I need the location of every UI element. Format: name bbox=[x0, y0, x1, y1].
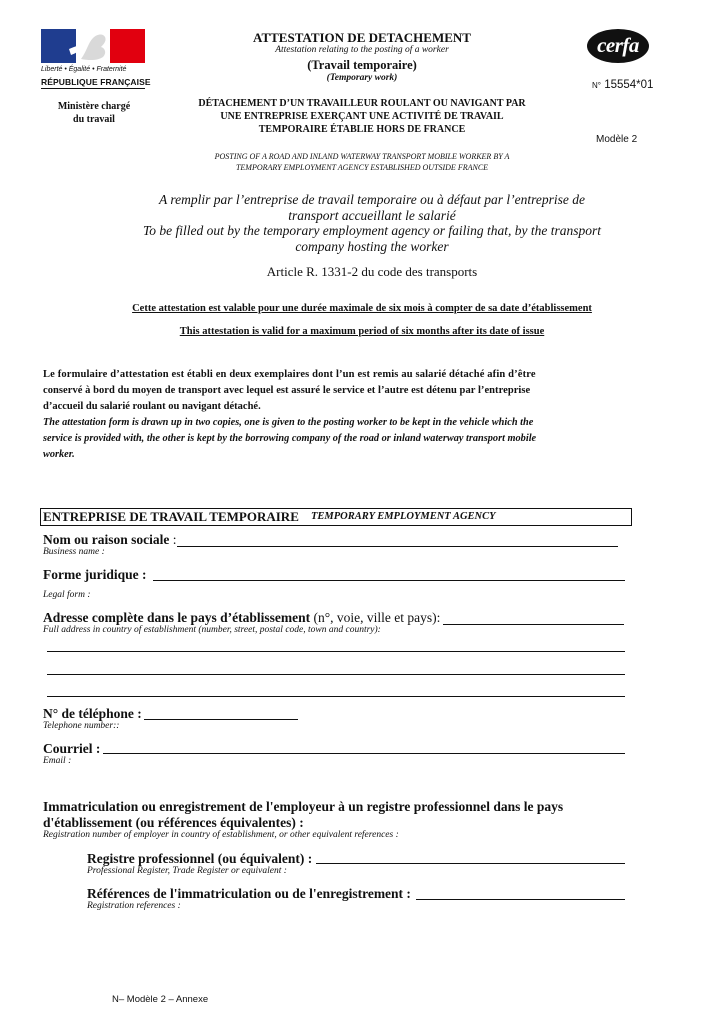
marianne-logo bbox=[41, 29, 151, 89]
phone-input[interactable] bbox=[144, 719, 298, 720]
address-en: Full address in country of establishment (number, street, postal code, town and country): bbox=[43, 625, 381, 635]
notice-fr-line1: Le formulaire d’attestation est établi en deux exemplaires dont l’un est remis au salarié détaché afin d’être bbox=[43, 369, 536, 380]
cerfa-logo bbox=[587, 29, 649, 63]
section-header bbox=[40, 508, 632, 526]
address-label-text: Adresse complète dans le pays d’établissement bbox=[43, 610, 311, 625]
notice-fr-line2: conservé à bord du moyen de transport avec lequel est assuré le service et l’autre est détenu par l’entreprise bbox=[43, 385, 531, 396]
register-en: Professional Register, Trade Register or equivalent : bbox=[87, 866, 287, 876]
validity-fr: Cette attestation est valable pour une durée maximale de six mois à compter de sa date d’établissement bbox=[132, 303, 592, 314]
ministry-line1: Ministère chargé bbox=[57, 101, 131, 112]
registration-en: Registration number of employer in country of establishment, or other equivalent references : bbox=[43, 830, 399, 840]
instruction-fr-line1: A remplir par l’entreprise de travail temporaire ou à défaut par l’entreprise de bbox=[159, 192, 585, 207]
email-en: Email : bbox=[43, 756, 72, 766]
address-input-line0[interactable] bbox=[443, 624, 624, 625]
instruction-en-line2: company hosting the worker bbox=[295, 239, 449, 254]
address-input-line3[interactable] bbox=[47, 696, 625, 697]
address-input-line1[interactable] bbox=[47, 651, 625, 652]
motto: Liberté • Égalité • Fraternité bbox=[41, 66, 127, 73]
cerfa-number-prefix: N° bbox=[592, 81, 601, 90]
register-label: Registre professionnel (ou équivalent) : bbox=[87, 851, 313, 866]
description-line1: DÉTACHEMENT D’UN TRAVAILLEUR ROULANT OU NAVIGANT PAR bbox=[198, 98, 526, 109]
address-label-suffix: (n°, voie, ville et pays): bbox=[310, 610, 441, 625]
business-name-label-text: Nom ou raison sociale bbox=[43, 532, 170, 547]
notice-fr-line3: d’accueil du salarié roulant ou navigant détaché. bbox=[43, 401, 261, 412]
business-name-en: Business name : bbox=[43, 547, 105, 557]
registration-line2: d'établissement (ou références équivalentes) : bbox=[43, 815, 304, 830]
legal-form-input[interactable] bbox=[153, 580, 625, 581]
republic-name: RÉPUBLIQUE FRANÇAISE bbox=[41, 77, 151, 87]
logo-divider bbox=[41, 88, 145, 89]
business-name-colon: : bbox=[169, 532, 177, 547]
business-name-input[interactable] bbox=[177, 546, 618, 547]
page-title: ATTESTATION DE DETACHEMENT bbox=[253, 30, 471, 45]
registration-line1: Immatriculation ou enregistrement de l'employeur à un registre professionnel dans le pays bbox=[43, 799, 564, 814]
phone-label: N° de téléphone : bbox=[43, 706, 142, 721]
description-en-line2: TEMPORARY EMPLOYMENT AGENCY ESTABLISHED OUTSIDE FRANCE bbox=[235, 163, 489, 172]
description-line3: TEMPORAIRE ÉTABLIE HORS DE FRANCE bbox=[258, 124, 466, 135]
model-label: Modèle 2 bbox=[596, 134, 638, 145]
references-en: Registration references : bbox=[87, 901, 181, 911]
cerfa-number-value: 15554*01 bbox=[604, 79, 654, 91]
page-subtitle: (Travail temporaire) bbox=[307, 58, 417, 72]
email-input[interactable] bbox=[103, 753, 625, 754]
page-title-en: Attestation relating to the posting of a worker bbox=[275, 45, 449, 55]
notice-en-line3: worker. bbox=[43, 449, 75, 460]
references-label: Références de l'immatriculation ou de l'enregistrement : bbox=[87, 886, 411, 901]
cerfa-number bbox=[592, 79, 653, 91]
cerfa-logo-text: cerfa bbox=[597, 33, 639, 57]
section-title: ENTREPRISE DE TRAVAIL TEMPORAIRE bbox=[43, 509, 299, 524]
marianne-flag-icon bbox=[41, 29, 145, 63]
address-input-line2[interactable] bbox=[47, 674, 625, 675]
ministry-line2: du travail bbox=[73, 114, 115, 125]
register-input[interactable] bbox=[316, 863, 625, 864]
description-line2: UNE ENTREPRISE EXERÇANT UNE ACTIVITÉ DE TRAVAIL bbox=[220, 111, 504, 122]
business-name-label bbox=[43, 532, 177, 548]
instruction-en-line1: To be filled out by the temporary employment agency or failing that, by the transport bbox=[142, 223, 602, 238]
references-input[interactable] bbox=[416, 899, 625, 900]
legal-form-label: Forme juridique : bbox=[43, 567, 147, 582]
notice-en-line2: service is provided with, the other is kept by the borrowing company of the road or inland waterway transport mobile bbox=[43, 433, 537, 444]
address-label bbox=[43, 610, 440, 626]
phone-en: Telephone number:: bbox=[43, 721, 120, 731]
section-title-en: TEMPORARY EMPLOYMENT AGENCY bbox=[311, 511, 496, 522]
email-label: Courriel : bbox=[43, 741, 101, 756]
footer-text: N– Modèle 2 – Annexe bbox=[112, 994, 209, 1005]
notice-en-line1: The attestation form is drawn up in two copies, one is given to the posting worker to be kept in the vehicle which the bbox=[43, 417, 534, 428]
validity-en: This attestation is valid for a maximum period of six months after its date of issue bbox=[179, 326, 545, 337]
article-reference: Article R. 1331-2 du code des transports bbox=[266, 264, 478, 279]
instruction-fr-line2: transport accueillant le salarié bbox=[288, 208, 456, 223]
page-subtitle-en: (Temporary work) bbox=[326, 73, 398, 83]
legal-form-en: Legal form : bbox=[43, 590, 91, 600]
description-en-line1: POSTING OF A ROAD AND INLAND WATERWAY TRANSPORT MOBILE WORKER BY A bbox=[214, 152, 510, 161]
